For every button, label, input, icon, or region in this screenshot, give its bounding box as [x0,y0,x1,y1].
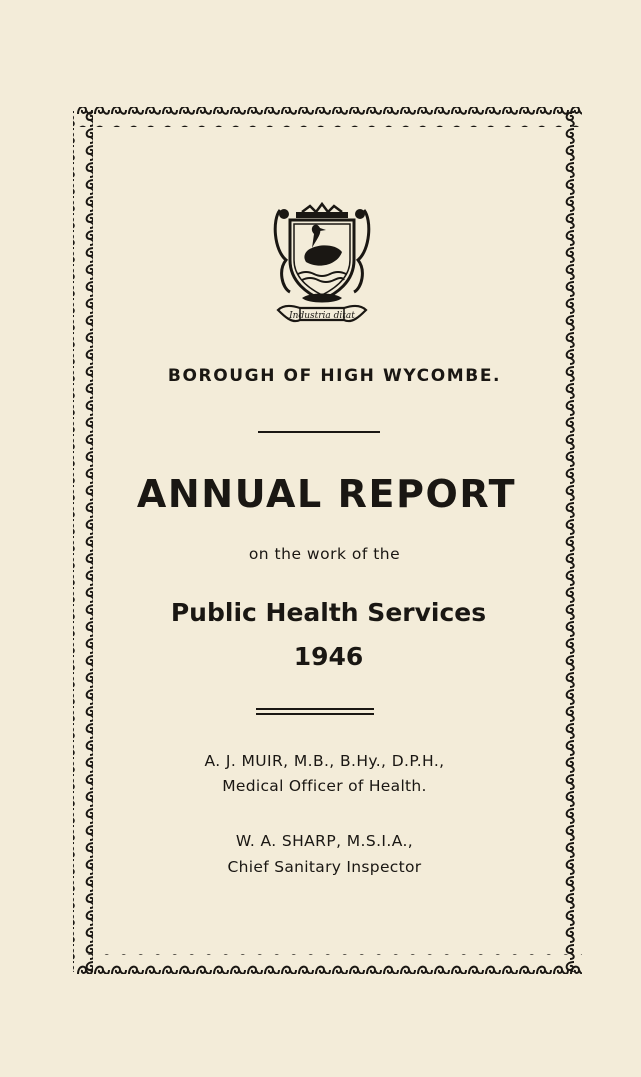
divider-double-top [256,708,374,710]
officer-2-name: W. A. SHARP, M.S.I.A., [235,832,414,850]
divider-double-bottom [256,713,374,715]
officer-1-name: A. J. MUIR, M.B., B.Hy., D.P.H., [204,752,445,770]
service-name: Public Health Services [170,598,487,627]
report-year: 1946 [293,642,364,671]
border-bottom [76,954,582,974]
border-top [76,107,582,127]
officer-1-role: Medical Officer of Health. [222,777,427,795]
borough-crest-icon [272,200,372,332]
borough-name: BOROUGH OF HIGH WYCOMBE. [167,366,502,386]
crest-motto: Industria ditat [289,311,355,321]
divider-single [258,431,380,433]
report-subtitle: on the work of the [248,545,401,563]
officer-2-role: Chief Sanitary Inspector [227,858,422,876]
report-title: ANNUAL REPORT [136,472,517,516]
